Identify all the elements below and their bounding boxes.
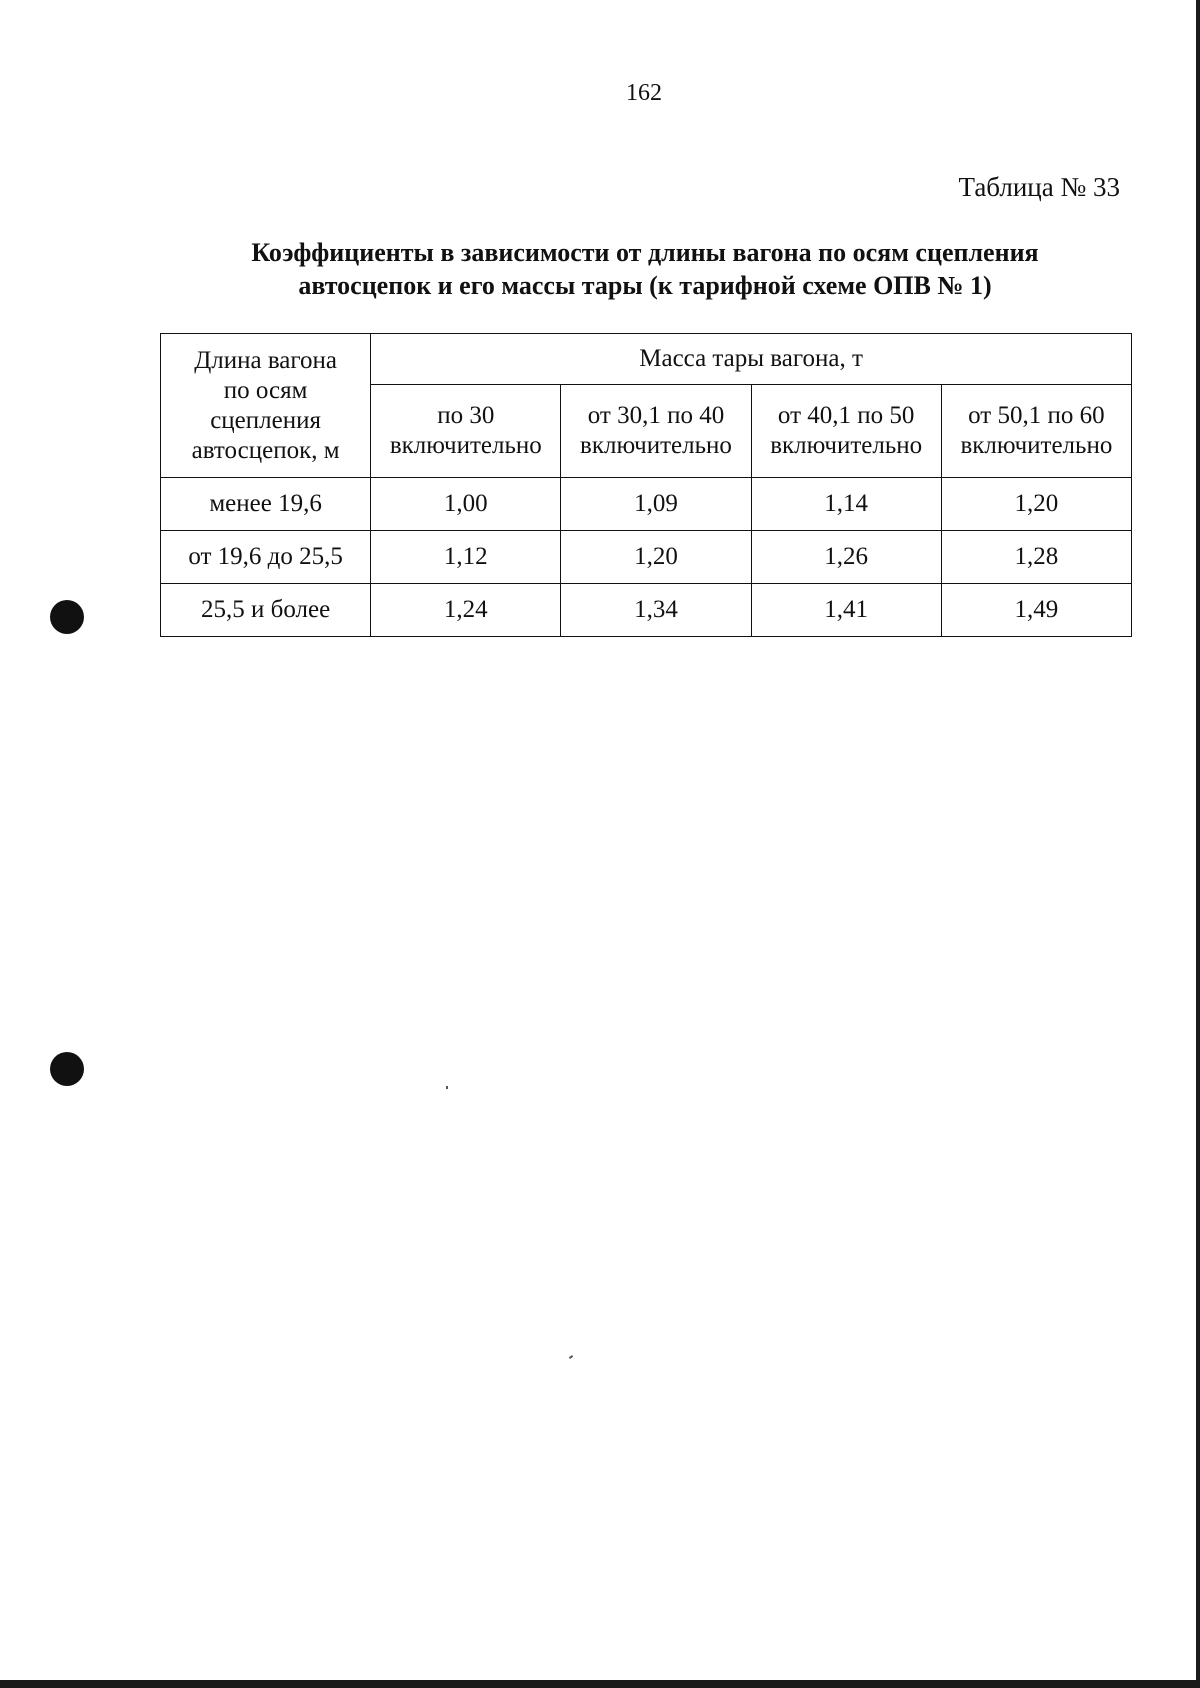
column-header-line-2: включительно — [960, 432, 1113, 459]
column-header-line-2: включительно — [389, 432, 542, 459]
binder-hole-mark — [50, 600, 84, 634]
column-header-3 — [751, 385, 941, 478]
column-header-line-1: от 30,1 по 40 — [587, 402, 725, 429]
column-header-line-1: от 40,1 по 50 — [777, 402, 915, 429]
table-cell: 1,09 — [561, 478, 751, 531]
column-header-2 — [561, 385, 751, 478]
table-cell: 1,41 — [751, 584, 941, 637]
table-cell: 1,28 — [941, 531, 1131, 584]
scan-speck — [446, 1086, 448, 1089]
column-header-line-1: по 30 — [437, 402, 495, 429]
table-cell: 1,14 — [751, 478, 941, 531]
table-cell: 1,20 — [941, 478, 1131, 531]
column-header-line-1: от 50,1 по 60 — [968, 402, 1105, 429]
column-header-line-2: включительно — [580, 432, 732, 459]
table-cell: 1,34 — [561, 584, 751, 637]
scan-speck — [569, 1355, 573, 1359]
row-label: от 19,6 до 25,5 — [161, 531, 371, 584]
row-label: менее 19,6 — [161, 478, 371, 531]
heading-line-1: Коэффициенты в зависимости от длины вагона по осям сцепления — [251, 238, 1039, 267]
column-header-4 — [941, 385, 1131, 478]
table-cell: 1,00 — [371, 478, 561, 531]
row-header-line-1: Длина вагона — [194, 346, 337, 374]
table-cell: 1,12 — [371, 531, 561, 584]
row-header-line-2: по осям — [223, 376, 308, 404]
row-label: 25,5 и более — [161, 584, 371, 637]
table-heading — [160, 236, 1130, 302]
table-cell: 1,26 — [751, 531, 941, 584]
table-cell: 1,49 — [941, 584, 1131, 637]
table-row — [161, 531, 1132, 584]
table-label: Таблица № 33 — [958, 172, 1120, 202]
binder-hole-mark — [50, 1052, 84, 1086]
table-row — [161, 584, 1132, 637]
row-header-line-3: сцепления — [210, 406, 321, 434]
page-number: 162 — [626, 80, 662, 106]
row-header-cell — [161, 334, 371, 478]
table-row — [161, 478, 1132, 531]
column-header-line-2: включительно — [770, 432, 923, 459]
table-cell: 1,20 — [561, 531, 751, 584]
coefficient-table — [160, 333, 1132, 637]
table-cell: 1,24 — [371, 584, 561, 637]
heading-line-2: автосцепок и его массы тары (к тарифной схеме ОПВ № 1) — [298, 271, 992, 300]
group-header-cell: Масса тары вагона, т — [371, 334, 1132, 385]
row-header-line-4: автосцепок, м — [191, 436, 340, 464]
column-header-1 — [371, 385, 561, 478]
